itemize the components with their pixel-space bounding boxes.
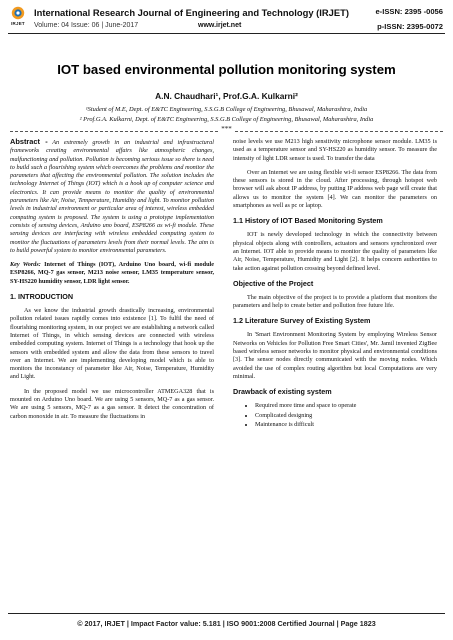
abstract-label: Abstract - (10, 137, 48, 146)
journal-logo (8, 6, 28, 28)
intro-paragraph-4: Over an Internet we are using flexible wi-fi sensor ESP8266. The data from these sensors is stored in the cloud. After processing, through hotspot web browser will ask about IP address, by putting IP address web page will create that allows us to monitor the system [4]. We can monitor the parameters on smartphones as well as pc or laptop. (233, 168, 437, 210)
footer-rule (8, 613, 445, 614)
keywords-text: Internet of Things (IOT), Arduino Uno board, wi-fi module ESP8266, MQ-7 gas sensor, M213 noise sensor, LM35 temperature sensor, SY-HS220 humidity sensor, LDR light sensor. (10, 261, 214, 285)
journal-url-link[interactable]: www.irjet.net (198, 22, 242, 29)
section-heading-drawback: Drawback of existing system (233, 387, 332, 397)
e-issn: e-ISSN: 2395 -0056 (375, 7, 443, 16)
survey-paragraph: In 'Smart Environment Monitoring System by employing Wireless Sensor Networks on Vehicles for Pollution Free Smart Cities', Mr. Jamil invented ZigBee based wireless sensor networks to monitor physical and environmental conditions [3]. The sensor nodes directly communicated with the moving nodes. Which avoided the use of complex routing algorithm but local Computations are very minimal. (233, 331, 437, 380)
section-heading-survey: 1.2 Literature Survey of Existing System (233, 316, 371, 326)
page-footer: © 2017, IRJET | Impact Factor value: 5.181 | ISO 9001:2008 Certified Journal | Page 1823 (77, 619, 376, 628)
p-issn: p-ISSN: 2395-0072 (377, 22, 443, 31)
section-heading-objective: Objective of the Project (233, 278, 314, 288)
list-item: • Required more time and space to operate (255, 402, 437, 410)
logo-text: IRJET (11, 21, 25, 26)
drawback-list (233, 402, 437, 429)
separator-stars: *** (221, 125, 232, 133)
list-item: • Complicated designing (255, 412, 437, 420)
objective-paragraph: The main objective of the project is to provide a platform that monitors the parameters and help to create better and pollution free future life. (233, 293, 437, 310)
irjet-logo-icon (11, 6, 25, 20)
left-column (10, 138, 214, 427)
list-item: • Maintenance is difficult (255, 421, 437, 429)
intro-paragraph-1: As we know the industrial growth drastically increasing, environmental pollution related issues rapidly comes into existence [1]. To fulfil the need of flourishing monitoring system, in our project we are establishing a network called Internet of Things, in which sensing devices are connected with wireless embedded computing system. Internet of Things is a technology that hook up the sensors with embedded system and allow the data from these sensors to travel over an Internet. We are implementing developing model which is able to monitors the inconstancy of parameter like Air, Noise, Temperature, Humidity and Light. (10, 307, 214, 381)
history-paragraph: IOT is newly developed technology in which the connectivity between physical objects along with controllers, actuators and sensors synchronized over an Internet. IOT able to provide means to monitor the quality of parameters like Air, Noise, Temperature, Humidity and Light [2]. It helps concern authorities to take action against pollution crossing beyond defined level. (233, 231, 437, 272)
abstract-paragraph (10, 138, 214, 255)
section-heading-introduction: 1. INTRODUCTION (10, 292, 74, 302)
section-heading-history: 1.1 History of IOT Based Monitoring System (233, 216, 383, 226)
paper-title: IOT based environmental pollution monitoring system (57, 62, 396, 77)
right-column (233, 138, 437, 430)
keywords-paragraph (10, 261, 214, 286)
header-rule (8, 33, 445, 34)
intro-paragraph-2: In the proposed model we use microcontroller ATMEGA328 that is mounted on Arduino Uno board. We are using 5 sensors, MQ-7 as a gas sensor. We are using 5 sensors, MQ-7 as a gas sensor. It detect the concentration of carbon monoxide in air. To measure the fluctuations in (10, 387, 214, 420)
paper-authors: A.N. Chaudhari¹, Prof.G.A. Kulkarni² (155, 91, 298, 101)
journal-volume: Volume: 04 Issue: 06 | June-2017 (34, 22, 139, 29)
keywords-label: Key Words: (10, 261, 41, 269)
abstract-text: An extremely growth in an industrial and infrastructural frameworks creating environmental affairs like atmospheric changes, malfunctioning and pollution. Pollution is becoming serious issue so there is need to build such a flourishing system which overcomes the problems and monitor the parameters that affecting the environmental pollution. The solution includes the technology Internet of Things (IOT) which is a hook up of computer science and electronics. It can provide means to monitor the quality of environmental parameters like Air, Noise, Temperature, Humidity and light. To monitor pollution levels in industrial environment or particular area of interest, wireless embedded computing system is proposed. The system is using a prototype implementation consists of sensing devices, Arduino uno board, ESP8266 as wi-fi module. These sensing devices are interfacing with wireless embedded computing system to monitor the fluctuations of parameters levels from their normal levels. The aim is to build powerful system to monitor environmental parameters. (10, 139, 214, 254)
journal-name: International Research Journal of Engineering and Technology (IRJET) (34, 7, 349, 18)
affiliation-2: ² Prof.G.A. Kulkarni, Dept. of E&TC Engineering, S.S.G.B College of Engineering, Bhusawal, Maharashtra, India (79, 116, 374, 123)
separator-line (10, 125, 443, 133)
intro-paragraph-3: noise levels we use M213 high sensitivity microphone sensor module. LM35 is used as a temperature sensor and SY-HS220 as humidity sensor. To measure the intensity of light LDR sensor is used. To transfer the data (233, 138, 437, 162)
affiliation-1: ¹Student of M.E, Dept. of E&TC Engineering, S.S.G.B College of Engineering, Bhusawal, Maharashtra, India (85, 106, 368, 113)
